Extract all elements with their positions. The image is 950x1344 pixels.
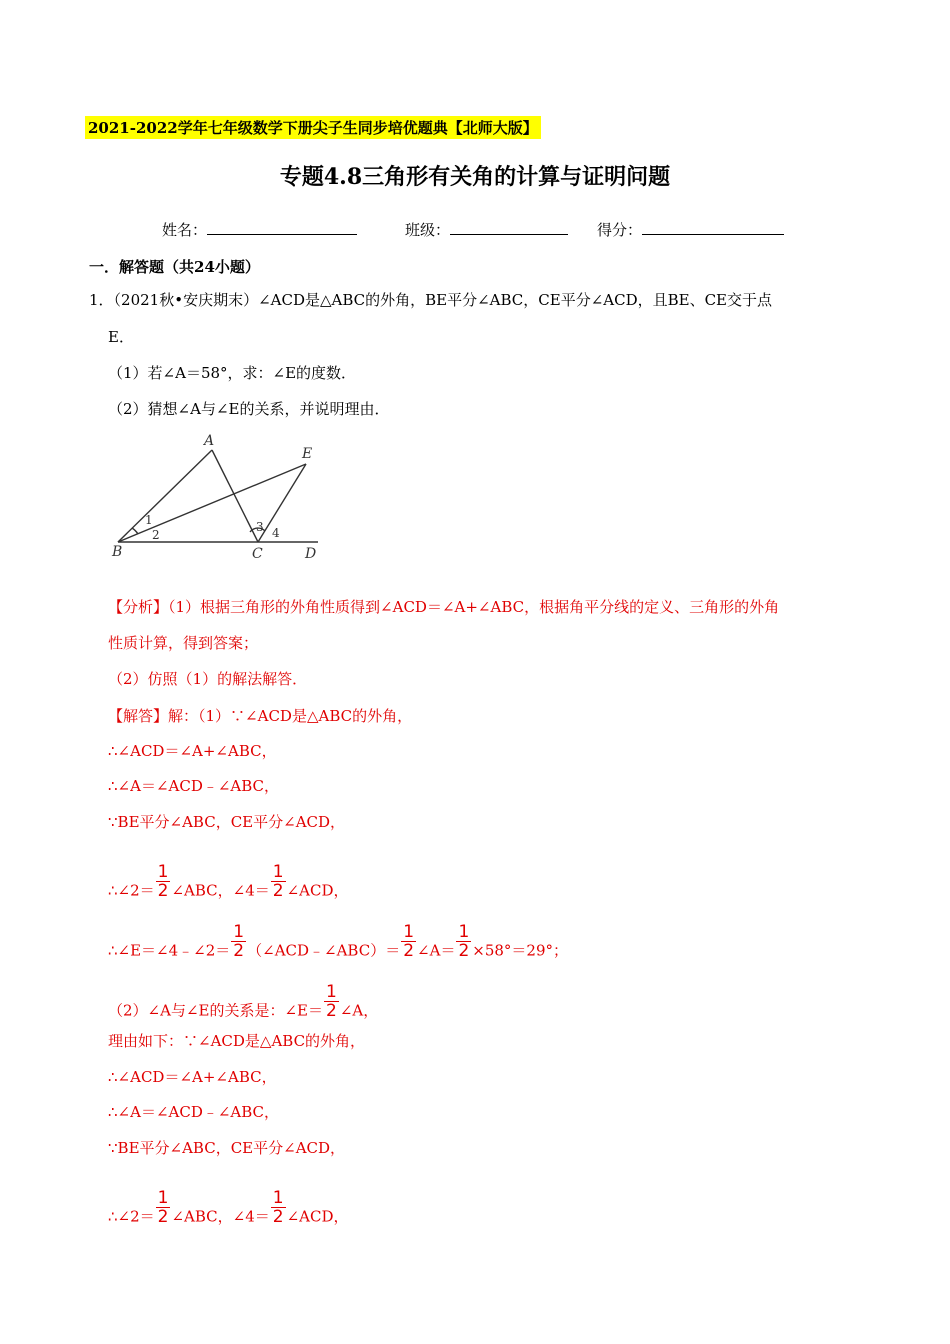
solution-line4: ∵BE平分∠ABC，CE平分∠ACD， <box>108 813 346 831</box>
solution-line12-b: ∠ABC，∠4＝ <box>171 1207 270 1226</box>
solution-line9: ∴∠ACD＝∠A+∠ABC， <box>108 1068 277 1086</box>
fraction-numerator: 1 <box>272 862 284 882</box>
fraction-numerator: 1 <box>458 922 470 942</box>
fraction-half <box>271 863 286 900</box>
score-blank <box>642 220 784 235</box>
label-d: D <box>305 546 317 562</box>
fraction-numerator: 1 <box>272 1188 284 1208</box>
fraction-numerator: 1 <box>325 982 337 1002</box>
fraction-denominator: 2 <box>233 941 245 961</box>
name-field <box>162 219 357 240</box>
score-field <box>597 219 784 240</box>
solution-line2: ∴∠ACD＝∠A+∠ABC， <box>108 742 277 760</box>
analysis-line1: 【分析】（1）根据三角形的外角性质得到∠ACD＝∠A+∠ABC，根据角平分线的定义、三角形的外角 <box>108 598 780 616</box>
solution-line7-a: （2）∠A与∠E的关系是：∠E＝ <box>108 1001 323 1020</box>
fraction-half <box>231 923 246 960</box>
solution-line6 <box>108 922 569 970</box>
fraction-denominator: 2 <box>157 1207 169 1227</box>
fraction-half <box>271 1189 286 1226</box>
solution-line7-b: ∠A， <box>339 1001 379 1020</box>
label-a: A <box>204 433 215 449</box>
fraction-half <box>156 863 171 900</box>
fraction-denominator: 2 <box>325 1001 337 1021</box>
fraction-numerator: 1 <box>233 922 245 942</box>
solution-line11: ∵BE平分∠ABC，CE平分∠ACD， <box>108 1139 346 1157</box>
solution-line12-a: ∴∠2＝ <box>108 1207 155 1226</box>
solution-line10: ∴∠A＝∠ACD﹣∠ABC， <box>108 1103 280 1121</box>
fraction-half <box>324 983 339 1020</box>
solution-line12 <box>108 1188 349 1236</box>
label-c: C <box>252 546 263 562</box>
solution-line8: 理由如下：∵∠ACD是△ABC的外角， <box>108 1032 366 1050</box>
label-e: E <box>302 446 313 462</box>
name-label: 姓名： <box>162 221 208 239</box>
angle-arc-1 <box>132 528 138 534</box>
score-label: 得分： <box>597 221 643 239</box>
fraction-denominator: 2 <box>157 881 169 901</box>
solution-line5-c: ∠ACD， <box>286 881 349 900</box>
header-banner: 2021-2022学年七年级数学下册尖子生同步培优题典【北师大版】 <box>85 116 541 139</box>
fraction-denominator: 2 <box>403 941 415 961</box>
page-title: 专题4.8三角形有关角的计算与证明问题 <box>279 164 671 190</box>
label-angle-3: 3 <box>256 520 264 534</box>
label-b: B <box>112 544 123 560</box>
fraction-denominator: 2 <box>458 941 470 961</box>
analysis-line3: （2）仿照（1）的解法解答． <box>108 670 308 688</box>
analysis-line2: 性质计算，得到答案； <box>108 634 259 652</box>
solution-line6-b: （∠ACD﹣∠ABC）＝ <box>247 941 401 960</box>
fraction-denominator: 2 <box>272 881 284 901</box>
fraction-denominator: 2 <box>272 1207 284 1227</box>
solution-line12-c: ∠ACD， <box>286 1207 349 1226</box>
fraction-half <box>456 923 471 960</box>
question-line1: 1．（2021秋•安庆期末）∠ACD是△ABC的外角，BE平分∠ABC，CE平分∠ACD，且BE、CE交于点 <box>89 291 773 309</box>
fraction-half <box>156 1189 171 1226</box>
solution-line7 <box>108 982 379 1030</box>
line-ac <box>212 450 258 542</box>
label-angle-2: 2 <box>152 528 160 542</box>
question-part2: （2）猜想∠A与∠E的关系，并说明理由． <box>108 400 390 418</box>
class-field <box>405 219 568 240</box>
question-line2: E． <box>108 328 134 346</box>
solution-line1: 【解答】解：（1）∵∠ACD是△ABC的外角， <box>108 707 413 725</box>
label-angle-1: 1 <box>145 513 153 527</box>
name-blank <box>207 220 357 235</box>
solution-line6-d: ×58°＝29°； <box>472 941 569 960</box>
fraction-half <box>401 923 416 960</box>
solution-line5-b: ∠ABC，∠4＝ <box>171 881 270 900</box>
question-part1: （1）若∠A＝58°，求：∠E的度数． <box>108 364 357 382</box>
fraction-numerator: 1 <box>157 862 169 882</box>
class-blank <box>450 220 568 235</box>
solution-line5-a: ∴∠2＝ <box>108 881 155 900</box>
solution-line6-a: ∴∠E＝∠4﹣∠2＝ <box>108 941 231 960</box>
solution-line5 <box>108 862 349 910</box>
label-angle-4: 4 <box>272 526 280 540</box>
fraction-numerator: 1 <box>403 922 415 942</box>
solution-line3: ∴∠A＝∠ACD﹣∠ABC， <box>108 777 280 795</box>
triangle-figure <box>100 428 340 568</box>
section-heading: 一．解答题（共24小题） <box>89 258 260 276</box>
fraction-numerator: 1 <box>157 1188 169 1208</box>
class-label: 班级： <box>405 221 451 239</box>
solution-line6-c: ∠A＝ <box>417 941 456 960</box>
